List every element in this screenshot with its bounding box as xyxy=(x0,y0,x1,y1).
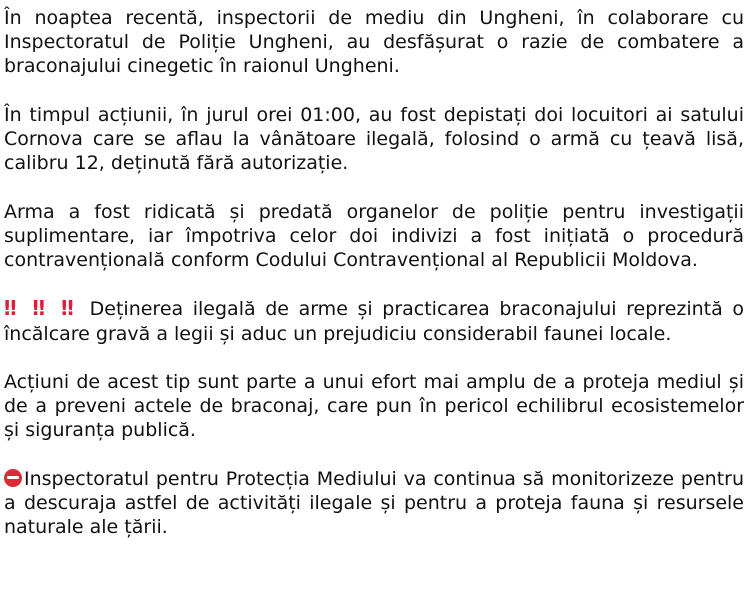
double-exclamation-icon: ‼ xyxy=(61,296,72,321)
paragraph-procedure: Arma a fost ridicată și predată organelor de poliție pentru investigații suplimentare, iar împotriva celor doi indivizi a fost inițiată o procedură contravențională conform Codului Contravențional al Republicii Moldova. xyxy=(4,200,744,271)
paragraph-raid: În noaptea recentă, inspectorii de mediu din Ungheni, în colaborare cu Inspectoratul de Poliție Ungheni, au desfășurat o razie de combatere a braconajului cinegetic în raionul Ungheni. xyxy=(4,7,744,78)
paragraph-warning xyxy=(4,296,744,345)
double-exclamation-icon: ‼ xyxy=(4,296,15,321)
double-exclamation-icon: ‼ xyxy=(32,296,44,321)
closing-text: Inspectoratul pentru Protecția Mediului va continua să monitorizeze pentru a descuraja astfel de activități ilegale și pentru a proteja fauna și resursele naturale ale țării. xyxy=(4,467,744,539)
warning-text: Deținerea ilegală de arme și practicarea braconajului reprezintă o încălcare gravă a legii și aduc un prejudiciu considerabil faunei locale. xyxy=(4,298,744,345)
paragraph-effort: Acțiuni de acest tip sunt parte a unui efort mai amplu de a proteja mediul și de a preveni actele de braconaj, care pun în pericol echilibrul ecosistemelor și siguranța publică. xyxy=(4,370,744,442)
paragraph-arrest: În timpul acțiunii, în jurul orei 01:00, au fost depistați doi locuitori ai satului Cornova care se aflau la vânătoare ilegală, folosind o armă cu țeavă lisă, calibru 12, deținută fără autorizație. xyxy=(4,103,744,175)
paragraph-closing xyxy=(4,467,744,540)
post-body xyxy=(4,6,744,539)
no-entry-icon xyxy=(4,469,22,487)
